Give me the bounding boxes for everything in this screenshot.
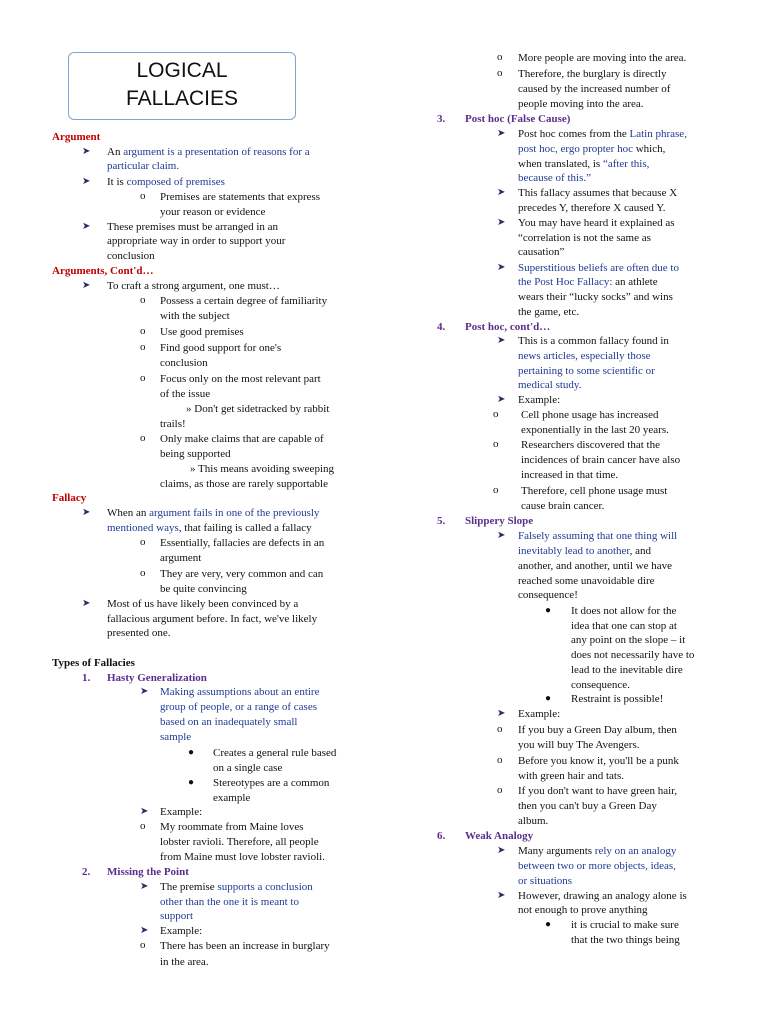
text-line: or situations (518, 875, 573, 887)
text-line: precedes Y, therefore X caused Y. (518, 202, 666, 214)
text-line: Example: (518, 708, 561, 720)
text-line (107, 521, 312, 535)
text-line: To craft a strong argument, one must… (107, 280, 280, 292)
circle-bullet-icon: o (497, 51, 503, 63)
text-line: other than the one it is meant to (160, 896, 299, 908)
text-line: it is crucial to make sure (571, 919, 679, 931)
text-line: presented one. (107, 627, 171, 639)
section-heading: Hasty Generalization (107, 672, 207, 684)
circle-bullet-icon: o (493, 438, 499, 450)
text-run: post hoc, ergo propter hoc (518, 143, 633, 155)
text-line: exponentially in the last 20 years. (521, 424, 669, 436)
text-line: your reason or evidence (160, 206, 266, 218)
text-run: An (107, 146, 124, 158)
text-line: increased in that time. (521, 469, 619, 481)
dot-bullet-icon: ● (188, 747, 195, 758)
text-line: with the subject (160, 310, 230, 322)
text-line: They are very, very common and can (160, 568, 324, 580)
text-line: album. (518, 815, 549, 827)
text-line: between two or more objects, ideas, (518, 860, 676, 872)
text-run: Many arguments (518, 845, 595, 857)
text-run: which, (632, 143, 666, 155)
circle-bullet-icon: o (140, 432, 146, 444)
text-line: sample (160, 731, 192, 743)
text-line: the game, etc. (518, 306, 580, 318)
text-line: wears their “lucky socks” and wins (518, 291, 673, 303)
circle-bullet-icon: o (140, 372, 146, 384)
text-line (160, 880, 313, 894)
text-line: Superstitious beliefs are often due to (518, 262, 679, 274)
text-line: Example: (160, 925, 203, 937)
text-line: trails! (160, 418, 186, 430)
arrow-bullet-icon: ➤ (140, 881, 149, 892)
section-heading: Post hoc (False Cause) (465, 113, 571, 125)
title-line-1: LOGICAL (136, 59, 228, 82)
text-line (518, 157, 649, 171)
text-line (518, 844, 676, 858)
text-line: However, drawing an analogy alone is (518, 890, 687, 902)
arrow-bullet-icon: ➤ (497, 530, 506, 541)
text-run: argument is a presentation of reasons for a (123, 146, 310, 158)
text-line: These premises must be arranged in an (107, 221, 279, 233)
text-line: It does not allow for the (571, 605, 677, 617)
section-heading: Arguments, Cont'd… (52, 265, 154, 277)
text-line: Cell phone usage has increased (521, 409, 659, 421)
text-line: lead to the inevitable dire (571, 664, 683, 676)
text-run: When an (107, 507, 150, 519)
text-line: based on an inadequately small (160, 716, 298, 728)
section-heading: Argument (52, 131, 101, 143)
arrow-bullet-icon: ➤ (497, 845, 506, 856)
text-line (518, 544, 651, 558)
arrow-bullet-icon: ➤ (497, 335, 506, 346)
text-line (107, 145, 310, 159)
text-line: “correlation is not the same as (518, 232, 651, 244)
text-line: incidences of brain cancer have also (521, 454, 681, 466)
section-heading: 2. (82, 866, 91, 878)
text-run: mentioned ways (107, 522, 179, 534)
text-line: claims, as those are rarely supportable (160, 478, 328, 490)
arrow-bullet-icon: ➤ (497, 890, 506, 901)
circle-bullet-icon: o (140, 939, 146, 951)
section-heading: Fallacy (52, 492, 87, 504)
text-run: argument fails in one of the previously (149, 507, 320, 519)
circle-bullet-icon: o (140, 536, 146, 548)
section-heading: 4. (437, 321, 446, 333)
text-line (518, 275, 658, 289)
dot-bullet-icon: ● (545, 919, 552, 930)
arrow-bullet-icon: ➤ (82, 146, 91, 157)
section-heading: 5. (437, 515, 446, 527)
section-heading: Post hoc, cont'd… (465, 321, 551, 333)
text-line: then you can't buy a Green Day (518, 800, 657, 812)
text-run: “after this, (602, 158, 650, 170)
text-line: in the area. (160, 956, 209, 968)
text-run: the Post Hoc Fallacy: (518, 276, 613, 288)
dot-bullet-icon: ● (545, 605, 552, 616)
text-line: My roommate from Maine loves (160, 821, 304, 833)
text-line: being supported (160, 448, 231, 460)
text-line: fallacious argument before. In fact, we've likely (107, 613, 318, 625)
text-line: caused by the increased number of (518, 83, 671, 95)
text-line: conclusion (107, 250, 155, 262)
text-line: be quite convincing (160, 583, 247, 595)
text-run: composed of premises (126, 176, 225, 188)
text-line: Focus only on the most relevant part (160, 373, 321, 385)
text-line: This fallacy assumes that because X (518, 187, 678, 199)
text-run: supports a conclusion (217, 881, 313, 893)
arrow-bullet-icon: ➤ (140, 806, 149, 817)
text-line: Making assumptions about an entire (160, 686, 320, 698)
arrow-bullet-icon: ➤ (140, 925, 149, 936)
text-line (107, 175, 225, 189)
text-line: If you don't want to have green hair, (518, 785, 678, 797)
text-line: This is a common fallacy found in (518, 335, 669, 347)
title-line-2: FALLACIES (125, 87, 239, 110)
text-line: consequence. (571, 679, 630, 691)
text-line: any point on the slope – it (571, 634, 686, 646)
text-line: You may have heard it explained as (518, 217, 675, 229)
text-line: lobster ravioli. Therefore, all people (160, 836, 319, 848)
text-line: Possess a certain degree of familiarity (160, 295, 328, 307)
text-line: you will buy The Avengers. (518, 739, 640, 751)
text-line (518, 142, 665, 156)
text-line: Essentially, fallacies are defects in an (160, 537, 325, 549)
arrow-bullet-icon: ➤ (82, 176, 91, 187)
text-line: Before you know it, you'll be a punk (518, 755, 679, 767)
text-run: , that failing is called a fallacy (178, 522, 312, 534)
circle-bullet-icon: o (140, 567, 146, 579)
circle-bullet-icon: o (497, 754, 503, 766)
text-line: Therefore, cell phone usage must (521, 485, 668, 497)
arrow-bullet-icon: ➤ (82, 507, 91, 518)
text-line: particular claim. (107, 160, 180, 172)
text-run: when translated, is (518, 158, 603, 170)
text-line: Restraint is possible! (571, 693, 664, 705)
dot-bullet-icon: ● (188, 777, 195, 788)
text-run: The premise (160, 881, 218, 893)
section-heading: 6. (437, 830, 446, 842)
text-line: If you buy a Green Day album, then (518, 724, 677, 736)
text-line: Most of us have likely been convinced by a (107, 598, 299, 610)
arrow-bullet-icon: ➤ (497, 217, 506, 228)
text-line: idea that one can stop at (571, 620, 677, 632)
text-line: consequence! (518, 589, 578, 601)
text-run: inevitably lead to another (518, 545, 630, 557)
text-line: because of this.” (518, 172, 591, 184)
text-line: another, and another, until we have (518, 560, 672, 572)
text-line: does not necessarily have to (571, 649, 695, 661)
text-line (107, 506, 319, 520)
section-heading: Slippery Slope (465, 515, 534, 527)
text-run: It is (107, 176, 127, 188)
text-line: Find good support for one's (160, 342, 282, 354)
section-heading: Types of Fallacies (52, 657, 135, 669)
circle-bullet-icon: o (497, 723, 503, 735)
text-line: conclusion (160, 357, 208, 369)
circle-bullet-icon: o (140, 325, 146, 337)
text-line: reached some unavoidable dire (518, 575, 655, 587)
text-line: » This means avoiding sweeping (190, 463, 334, 475)
text-line: group of people, or a range of cases (160, 701, 317, 713)
text-line: Researchers discovered that the (521, 439, 660, 451)
circle-bullet-icon: o (140, 820, 146, 832)
text-line: Example: (518, 394, 561, 406)
text-line: » Don't get sidetracked by rabbit (186, 403, 330, 415)
arrow-bullet-icon: ➤ (82, 598, 91, 609)
circle-bullet-icon: o (493, 408, 499, 420)
circle-bullet-icon: o (497, 67, 503, 79)
circle-bullet-icon: o (497, 784, 503, 796)
arrow-bullet-icon: ➤ (497, 187, 506, 198)
arrow-bullet-icon: ➤ (82, 280, 91, 291)
title-box (68, 52, 296, 120)
dot-bullet-icon: ● (545, 693, 552, 704)
arrow-bullet-icon: ➤ (82, 221, 91, 232)
text-line: There has been an increase in burglary (160, 940, 330, 952)
text-line (518, 529, 677, 543)
text-line: pertaining to some scientific or (518, 365, 655, 377)
arrow-bullet-icon: ➤ (497, 394, 506, 405)
text-line: causation” (518, 246, 565, 258)
text-line: that the two things being (571, 934, 680, 946)
text-line: Creates a general rule based (213, 747, 337, 759)
text-line: people moving into the area. (518, 98, 644, 110)
text-run: rely on an analogy (594, 845, 677, 857)
text-line: with green hair and tats. (518, 770, 624, 782)
text-run: , and (629, 545, 652, 557)
text-line: medical study. (518, 379, 582, 391)
text-run: Falsely assuming that one thing will (518, 530, 678, 542)
text-line: news articles, especially those (518, 350, 651, 362)
text-line: on a single case (213, 762, 283, 774)
text-line: of the issue (160, 388, 211, 400)
circle-bullet-icon: o (140, 341, 146, 353)
arrow-bullet-icon: ➤ (497, 128, 506, 139)
text-run: Post hoc comes from the (518, 128, 630, 140)
circle-bullet-icon: o (140, 190, 146, 202)
text-line: Therefore, the burglary is directly (518, 68, 667, 80)
circle-bullet-icon: o (493, 484, 499, 496)
text-line: from Maine must love lobster ravioli. (160, 851, 325, 863)
text-line: cause brain cancer. (521, 500, 605, 512)
text-line: support (160, 910, 193, 922)
section-heading: Missing the Point (107, 866, 189, 878)
text-run: Latin phrase, (629, 128, 687, 140)
section-heading: 1. (82, 672, 91, 684)
circle-bullet-icon: o (140, 294, 146, 306)
text-line: Stereotypes are a common (213, 777, 330, 789)
text-line: example (213, 792, 251, 804)
arrow-bullet-icon: ➤ (140, 686, 149, 697)
text-line: Example: (160, 806, 203, 818)
text-line: argument (160, 552, 202, 564)
text-run: an athlete (612, 276, 658, 288)
text-line: Only make claims that are capable of (160, 433, 324, 445)
text-line: Premises are statements that express (160, 191, 321, 203)
text-line: not enough to prove anything (518, 904, 648, 916)
arrow-bullet-icon: ➤ (497, 262, 506, 273)
text-line: Use good premises (160, 326, 244, 338)
text-line: appropriate way in order to support your (107, 235, 286, 247)
arrow-bullet-icon: ➤ (497, 708, 506, 719)
section-heading: Weak Analogy (465, 830, 534, 842)
section-heading: 3. (437, 113, 446, 125)
text-line: More people are moving into the area. (518, 52, 687, 64)
text-line (518, 127, 687, 141)
